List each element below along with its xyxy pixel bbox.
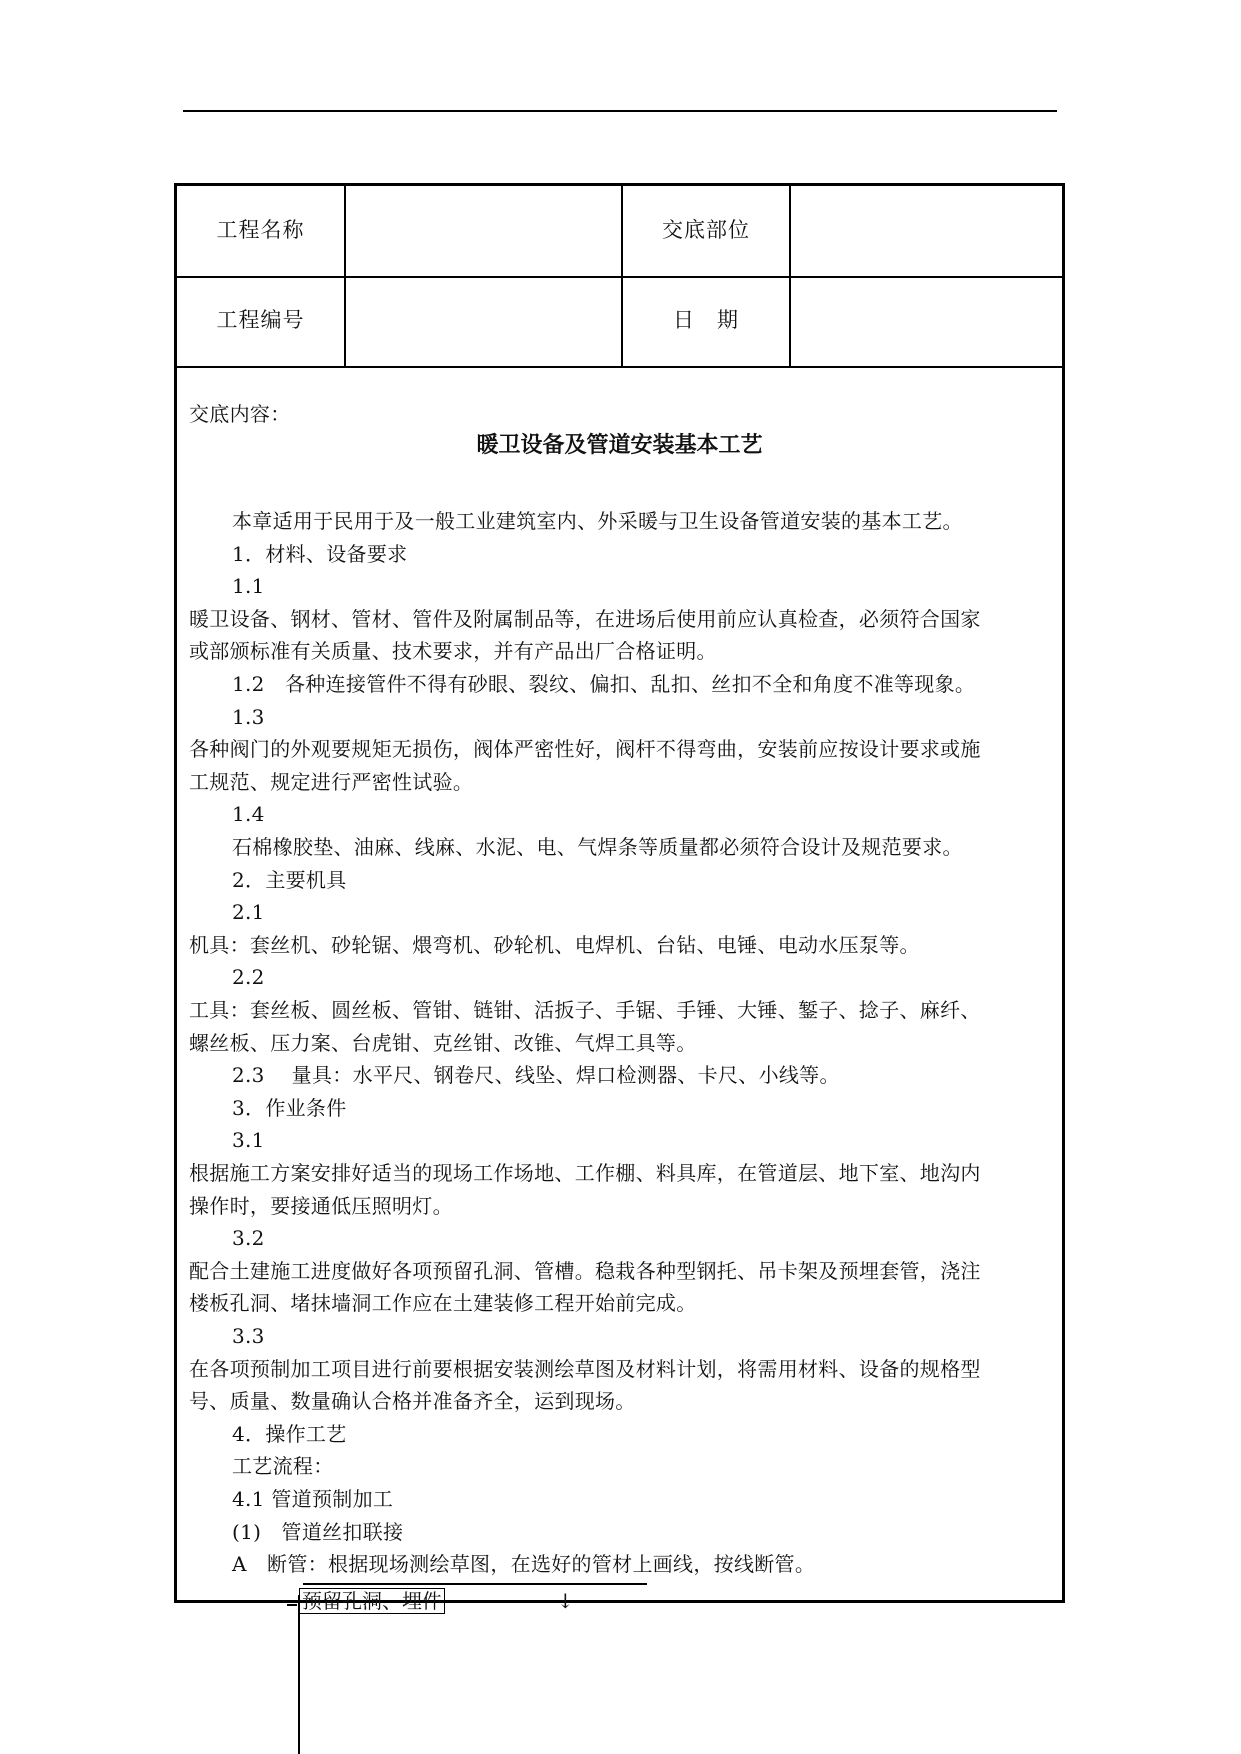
flow-connector-line — [298, 1595, 300, 1754]
content-line: 或部颁标准有关质量、技术要求，并有产品出厂合格证明。 — [189, 639, 717, 664]
content-line: 1.2 各种连接管件不得有砂眼、裂纹、偏扣、乱扣、丝扣不全和角度不准等现象。 — [232, 672, 976, 696]
content-line: 3.2 — [232, 1226, 265, 1251]
content-line: 在各项预制加工项目进行前要根据安装测绘草图及材料计划，将需用材料、设备的规格型 — [189, 1356, 981, 1381]
content-line: 3.3 — [232, 1324, 265, 1348]
project-no-label: 工程编号 — [216, 308, 305, 332]
content-line: 3．作业条件 — [232, 1095, 347, 1120]
content-line: 2.2 — [232, 965, 265, 990]
header-rule — [183, 110, 1057, 112]
content-line: 配合土建施工进度做好各项预留孔洞、管槽。稳栽各种型钢托、吊卡架及预埋套管，浇注 — [189, 1258, 981, 1283]
content-line: 1．材料、设备要求 — [232, 541, 408, 566]
content-line: 操作时，要接通低压照明灯。 — [189, 1193, 453, 1218]
content-line: 暖卫设备、钢材、管材、管件及附属制品等，在进场后使用前应认真检查，必须符合国家 — [189, 606, 981, 631]
flow-step-box: 预留孔洞、埋件 — [299, 1588, 445, 1614]
flow-down-arrow: ↓ — [557, 1589, 575, 1613]
document-title: 暖卫设备及管道安装基本工艺 — [476, 433, 763, 458]
date-label: 日 期 — [673, 308, 739, 332]
handover-form — [174, 183, 1065, 1613]
content-line: 4．操作工艺 — [232, 1421, 347, 1446]
content-line: 根据施工方案安排好适当的现场工作场地、工作棚、料具库，在管道层、地下室、地沟内 — [189, 1161, 981, 1185]
project-name-label: 工程名称 — [216, 218, 305, 242]
content-line: 1.1 — [232, 574, 265, 599]
content-line: 螺丝板、压力案、台虎钳、克丝钳、改锥、气焊工具等。 — [189, 1030, 697, 1055]
content-line: 石棉橡胶垫、油麻、线麻、水泥、电、气焊条等质量都必须符合设计及规范要求。 — [232, 835, 963, 859]
content-line: 本章适用于民用于及一般工业建筑室内、外采暖与卫生设备管道安装的基本工艺。 — [232, 509, 963, 533]
project-name-value[interactable] — [346, 186, 621, 274]
content-line: 各种阀门的外观要规矩无损伤，阀体严密性好，阀杆不得弯曲，安装前应按设计要求或施 — [189, 737, 981, 762]
content-line: 4.1 管道预制加工 — [232, 1487, 394, 1511]
content-line: 号、质量、数量确认合格并准备齐全，运到现场。 — [189, 1389, 636, 1414]
flow-arrow-stub — [287, 1604, 297, 1606]
content-line: 2.1 — [232, 900, 265, 925]
content-line: 3.1 — [232, 1128, 265, 1153]
date-value[interactable] — [791, 276, 1062, 364]
project-no-value[interactable] — [346, 276, 621, 364]
content-line: A 断管：根据现场测绘草图，在选好的管材上画线，按线断管。 — [232, 1552, 816, 1577]
intro-label: 交底内容： — [189, 402, 291, 426]
handover-part-value[interactable] — [791, 186, 1062, 274]
content-line: 工具：套丝板、圆丝板、管钳、链钳、活扳子、手锯、手锤、大锤、錾子、捻子、麻纤、 — [189, 998, 981, 1022]
content-line: 楼板孔洞、堵抹墙洞工作应在土建装修工程开始前完成。 — [189, 1291, 697, 1316]
content-line: 工艺流程： — [232, 1454, 334, 1479]
content-line: 2．主要机具 — [232, 867, 347, 892]
content-line: 工规范、规定进行严密性试验。 — [189, 769, 474, 794]
flow-top-line — [303, 1583, 647, 1585]
content-line: 1.4 — [232, 802, 265, 827]
content-line: 1.3 — [232, 704, 265, 729]
content-line: 2.3 量具：水平尺、钢卷尺、线坠、焊口检测器、卡尺、小线等。 — [232, 1063, 840, 1088]
content-line: (1) 管道丝扣联接 — [232, 1519, 404, 1544]
content-line: 机具：套丝机、砂轮锯、煨弯机、砂轮机、电焊机、台钻、电锤、电动水压泵等。 — [189, 932, 920, 957]
handover-part-label: 交底部位 — [662, 218, 750, 242]
